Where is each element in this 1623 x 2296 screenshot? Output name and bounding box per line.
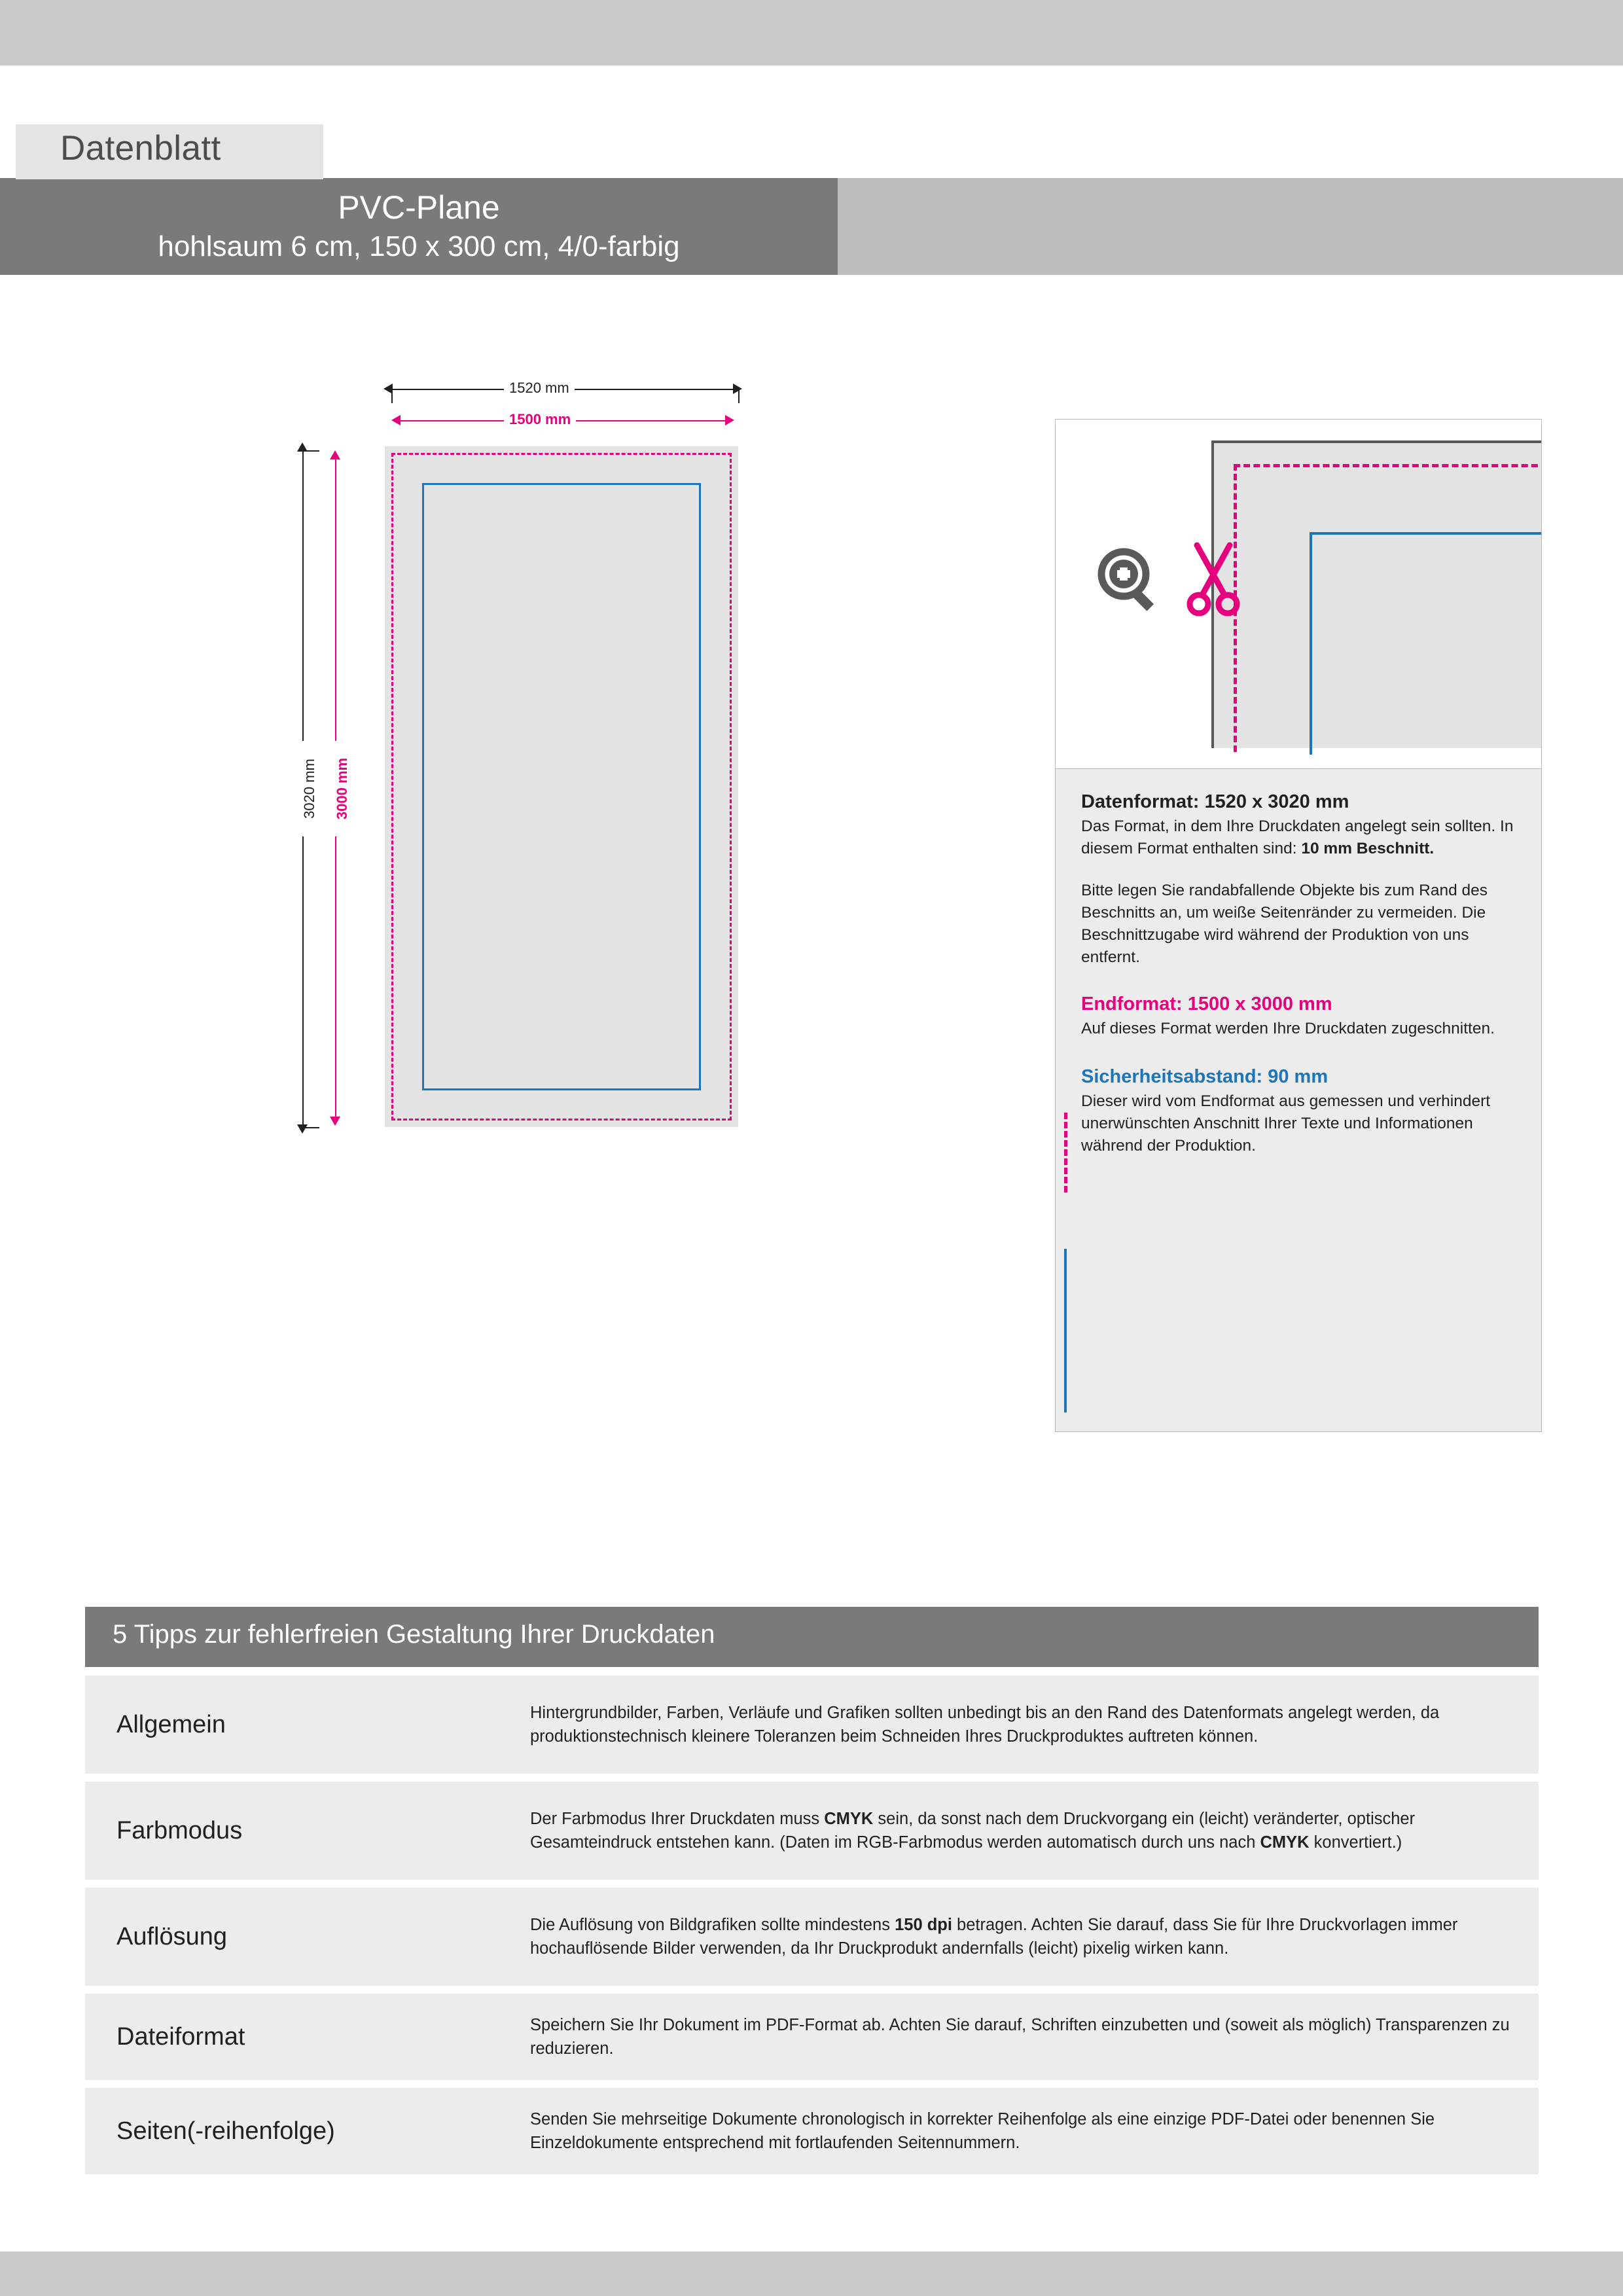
page-subtitle: hohlsaum 6 cm, 150 x 300 cm, 4/0-farbig	[158, 230, 680, 262]
tip-label-allgemein: Allgemein	[116, 1710, 226, 1738]
dim-arrow-down-final	[330, 1117, 340, 1126]
dim-label-width-final: 1500 mm	[504, 411, 576, 428]
tip-text-aufloesung	[530, 1913, 1539, 1960]
marker-endformat-magenta	[1064, 1113, 1067, 1193]
tip-label-farbmodus: Farbmodus	[116, 1816, 243, 1844]
dim-label-width-data: 1520 mm	[504, 380, 575, 397]
info-text-datenformat-2: Bitte legen Sie randabfallende Objekte bis zum Rand des Beschnitts an, um weiße Seitenränder zu vermeiden. Die Beschnittzugabe wird während der Produktion von uns entfernt.	[1081, 882, 1488, 966]
tip-text-aufloesung-p1: Die Auflösung von Bildgrafiken sollte mindestens	[530, 1916, 895, 1934]
dim-arrow-left-final	[391, 415, 401, 425]
table-row	[85, 1782, 1539, 1880]
safety-margin-outline	[422, 483, 701, 1090]
info-text-sicherheitsabstand: Dieser wird vom Endformat aus gemessen und verhindert unerwünschten Anschnitt Ihrer Texte und Informationen während der Produktion.	[1081, 1092, 1491, 1155]
dim-label-height-final: 3000 mm	[334, 741, 351, 836]
tip-text-farbmodus-p1: Der Farbmodus Ihrer Druckdaten muss	[530, 1810, 825, 1828]
info-heading-sicherheitsabstand: Sicherheitsabstand: 90 mm	[1081, 1066, 1329, 1087]
magnifier-icon	[1090, 543, 1168, 624]
info-block-sicherheitsabstand	[1081, 1066, 1520, 1157]
tip-text-farbmodus-p3: konvertiert.)	[1309, 1833, 1402, 1852]
tip-text-dateiformat: Speichern Sie Ihr Dokument im PDF-Format ab. Achten Sie darauf, Schriften einzubetten und (soweit als möglich) Transparenzen zu reduzieren.	[530, 2016, 1510, 2058]
info-block-endformat	[1081, 994, 1520, 1040]
info-text-endformat: Auf dieses Format werden Ihre Druckdaten zugeschnitten.	[1081, 1020, 1495, 1037]
bottom-decor-band	[0, 2251, 1623, 2296]
dim-tick-top-data	[302, 450, 319, 452]
tip-text-aufloesung-b1: 150 dpi	[895, 1916, 952, 1934]
dim-tick-left-data	[391, 389, 393, 403]
info-text-datenformat-1	[1081, 816, 1520, 860]
tip-text-farbmodus-b2: CMYK	[1260, 1833, 1310, 1852]
format-diagram	[275, 367, 877, 1440]
table-row	[85, 1676, 1539, 1774]
info-heading-endformat: Endformat: 1500 x 3000 mm	[1081, 994, 1332, 1014]
tip-text-aufloesung-p2: betragen. Achten Sie darauf, dass Sie für Ihre Druckvorlagen immer hochauflösende Bilder verwenden, da Ihr Druckprodukt andernfalls (leicht) pixelig wirken kann.	[530, 1916, 1458, 1958]
table-row	[85, 1994, 1539, 2080]
tip-text-allgemein: Hintergrundbilder, Farben, Verläufe und Grafiken sollten unbedingt bis an den Rand des Datenformats angelegt werden, da produktionstechnisch kleinere Toleranzen beim Schneiden Ihres Druckproduktes auftreten können.	[530, 1704, 1440, 1746]
dim-tick-right-data	[738, 389, 740, 403]
tip-label-seitenreihenfolge: Seiten(-reihenfolge)	[116, 2117, 335, 2145]
tips-header	[85, 1607, 1539, 1667]
datenblatt-label: Datenblatt	[60, 129, 221, 168]
marker-sicherheitsabstand-blue	[1064, 1249, 1067, 1412]
info-content	[1055, 769, 1542, 1157]
tip-text-seitenreihenfolge: Senden Sie mehrseitige Dokumente chronologisch in korrekter Reihenfolge als eine einzige PDF-Datei oder benennen Sie Einzeldokumente entsprechend mit fortlaufenden Seitennummern.	[530, 2110, 1435, 2152]
tip-text-farbmodus-p2: sein, da sonst nach dem Druckvorgang ein (leicht) veränderter, optischer Gesamteindruck entstehen kann. (Daten im RGB-Farbmodus werden automatisch durch uns nach	[530, 1810, 1416, 1852]
table-row	[85, 2088, 1539, 2174]
info-heading-datenformat: Datenformat: 1520 x 3020 mm	[1081, 791, 1349, 812]
dim-arrow-right-data	[733, 384, 742, 394]
dim-arrow-down-data	[297, 1124, 308, 1134]
info-text-datenformat-1a: Das Format, in dem Ihre Druckdaten angelegt sein sollten. In diesem Format enthalten sind:	[1081, 817, 1514, 857]
table-row	[85, 1888, 1539, 1986]
tip-text-farbmodus-b1: CMYK	[824, 1810, 874, 1828]
tips-title: 5 Tipps zur fehlerfreien Gestaltung Ihrer Druckdaten	[113, 1620, 715, 1649]
dim-arrow-up-final	[330, 450, 340, 459]
zoom-preview-box	[1055, 419, 1542, 769]
info-block-datenformat	[1081, 791, 1520, 969]
scissors-icon	[1177, 539, 1249, 627]
page-title: PVC-Plane	[338, 189, 500, 226]
tip-text-farbmodus	[530, 1807, 1539, 1854]
dim-label-height-data: 3020 mm	[301, 741, 318, 836]
zoom-safety-outline	[1310, 532, 1542, 755]
dim-tick-bottom-data	[302, 1127, 319, 1128]
tip-label-dateiformat: Dateiformat	[116, 2022, 245, 2051]
top-decor-band	[0, 0, 1623, 65]
dim-arrow-right-final	[725, 415, 734, 425]
tip-label-aufloesung: Auflösung	[116, 1922, 228, 1950]
info-text-datenformat-1b: 10 mm Beschnitt.	[1301, 840, 1435, 857]
tips-table	[85, 1676, 1539, 2182]
